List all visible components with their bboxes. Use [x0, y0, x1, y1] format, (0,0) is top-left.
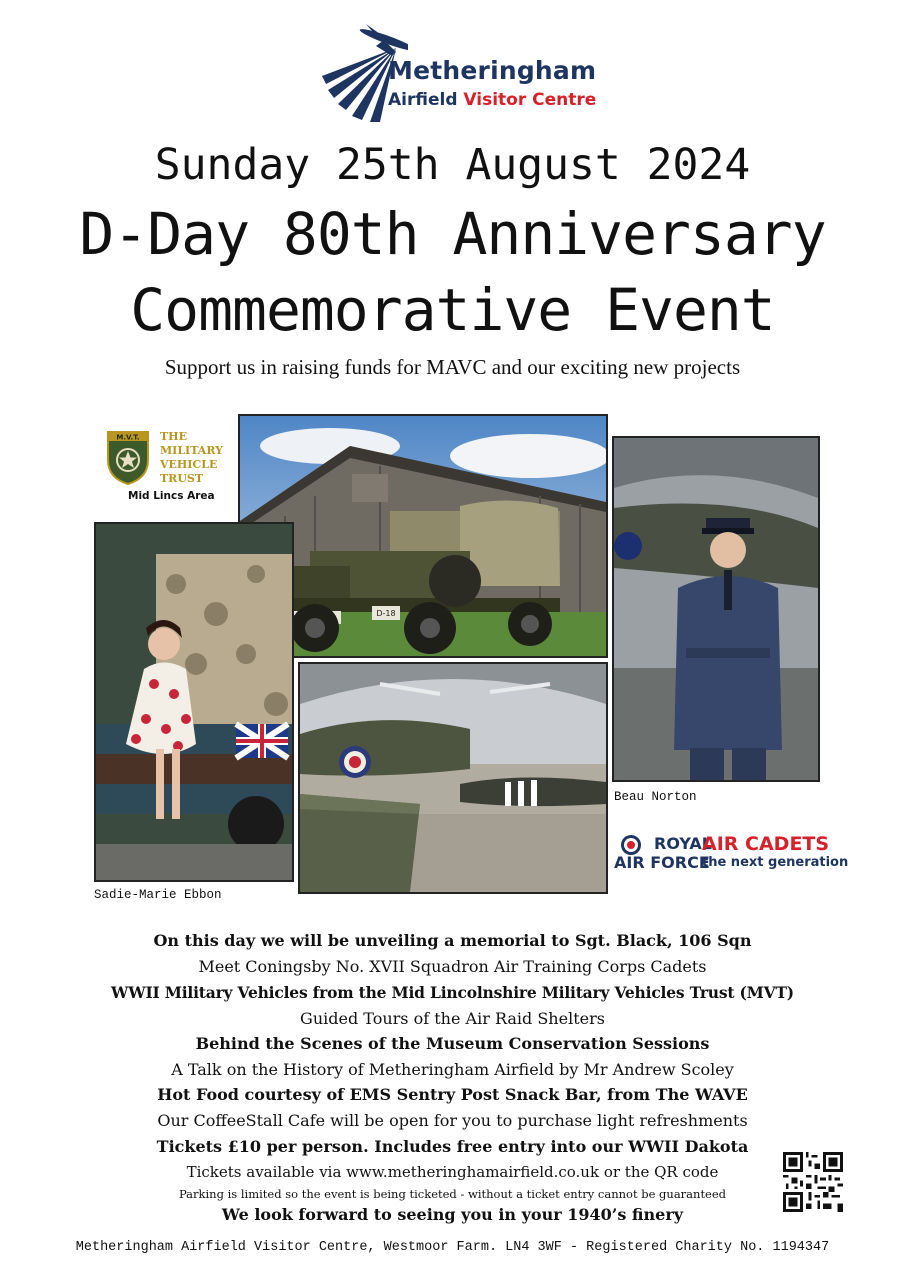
metheringham-logo [318, 18, 598, 126]
info-parking: Parking is limited so the event is being ticketed - without a ticket entry cannot be guaranteed [178, 1187, 727, 1201]
logo-subtitle-airfield: Airfield [388, 90, 458, 110]
photo-singer [94, 522, 294, 882]
info-conservation: Behind the Scenes of the Museum Conservation Sessions [195, 1034, 710, 1053]
hangar-aircraft-image [300, 664, 606, 892]
ticket-qr-code[interactable] [783, 1152, 843, 1212]
mvt-name-line3: VEHICLE [160, 458, 218, 471]
mvt-name-line1: THE [160, 430, 187, 443]
cadets-air-cadets: AIR CADETS [702, 833, 830, 855]
logo-title: Metheringham [388, 56, 597, 85]
info-cafe: Our CoffeeStall Cafe will be open for you to purchase light refreshments [157, 1111, 748, 1130]
info-finery: We look forward to seeing you in your 1940’s finery [221, 1205, 684, 1224]
mvt-logo [100, 428, 240, 510]
photo-hangar-aircraft [298, 662, 608, 894]
logo-subtitle [388, 90, 596, 110]
mvt-name-line4: TRUST [160, 472, 204, 485]
event-date: Sunday 25th August 2024 [154, 140, 751, 190]
mvt-name [160, 430, 223, 486]
info-tickets-url: Tickets available via www.metheringhamairfield.co.uk or the QR code [186, 1163, 719, 1181]
info-tickets-price: Tickets £10 per person. Includes free entry into our WWII Dakota [156, 1137, 749, 1156]
photo-officer [612, 436, 820, 782]
mvt-name-line2: MILITARY [160, 444, 223, 457]
cadets-air-force: AIR FORCE [614, 853, 710, 872]
air-cadets-logo [614, 830, 849, 874]
info-talk: A Talk on the History of Metheringham Airfield by Mr Andrew Scoley [171, 1060, 734, 1079]
footer-charity: Metheringham Airfield Visitor Centre, Westmoor Farm. LN4 3WF - Registered Charity No. 1194347 [75, 1240, 830, 1255]
singer-scene-image [96, 524, 292, 880]
qr-code-icon [783, 1152, 843, 1212]
info-cadets: Meet Coningsby No. XVII Squadron Air Training Corps Cadets [198, 957, 707, 976]
officer-scene-image [614, 438, 818, 780]
truck-plate-right: D-18 [376, 609, 396, 618]
mvt-shield-icon [106, 430, 150, 486]
info-shelters: Guided Tours of the Air Raid Shelters [300, 1009, 605, 1028]
mvt-area: Mid Lincs Area [128, 490, 215, 502]
truck-scene-image [240, 416, 606, 656]
event-title-line2: Commemorative Event [130, 276, 775, 344]
info-hot-food: Hot Food courtesy of EMS Sentry Post Snack Bar, from The WAVE [157, 1085, 748, 1104]
singer-caption: Sadie-Marie Ebbon [94, 888, 222, 902]
logo-subtitle-visitor-centre: Visitor Centre [463, 90, 597, 110]
info-vehicles: WWII Military Vehicles from the Mid Lincolnshire Military Vehicles Trust (MVT) [111, 983, 794, 1002]
mvt-badge-text: M.V.T. [116, 433, 140, 442]
cadets-next-generation: the next generation [702, 855, 849, 870]
event-title-line1: D-Day 80th Anniversary [79, 200, 826, 268]
officer-caption: Beau Norton [614, 790, 697, 804]
event-subtitle: Support us in raising funds for MAVC and our exciting new projects [164, 355, 741, 379]
cadets-royal: ROYAL [654, 834, 712, 853]
info-memorial: On this day we will be unveiling a memorial to Sgt. Black, 106 Sqn [153, 931, 752, 950]
